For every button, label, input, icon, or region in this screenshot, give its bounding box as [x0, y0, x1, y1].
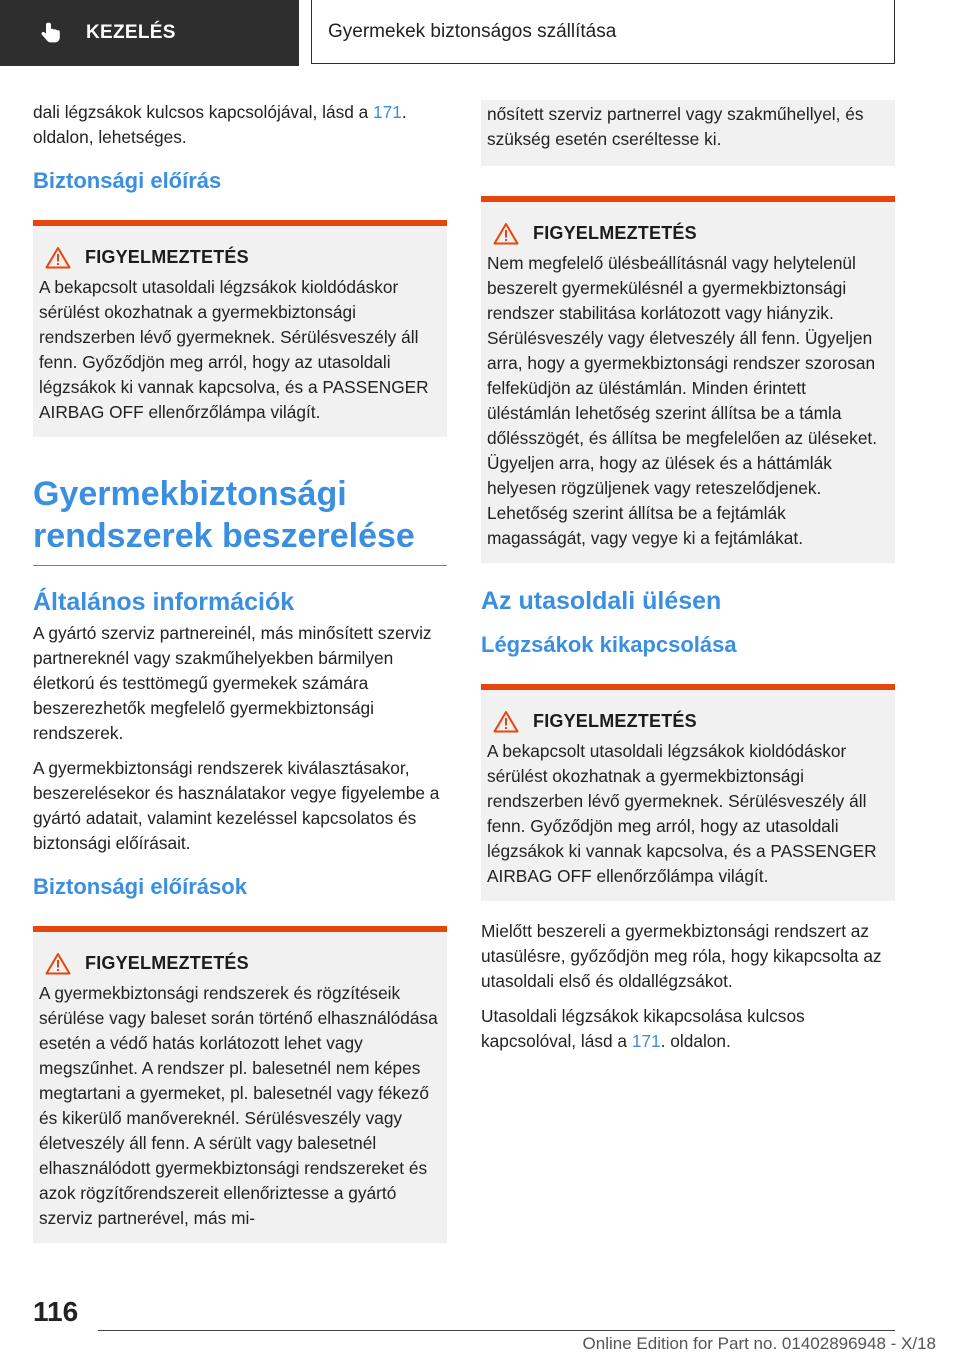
page-header: [0, 0, 960, 66]
intro-text: dali légzsákok kulcsos kapcsolójával, lásd a: [33, 102, 374, 122]
heading-general-info: Általános információk: [33, 588, 295, 616]
warning-triangle-icon: [493, 222, 519, 245]
warning-box-4: [481, 684, 895, 901]
warning-triangle-icon: [45, 246, 71, 269]
warning-box-3: [481, 196, 895, 563]
key-switch-tail: . oldalon.: [660, 1031, 731, 1051]
heading-passenger-seat: Az utasoldali ülésen: [481, 587, 722, 615]
footer-edition: Online Edition for Part no. 01402896948 - X/18: [582, 1334, 936, 1353]
page-number: 116: [33, 1296, 79, 1327]
warning-title: FIGYELMEZTETÉS: [85, 247, 249, 267]
paragraph-key-switch: [481, 1004, 895, 1054]
warning-text: A bekapcsolt utasoldali légzsákok kioldódáskor sérülést okozhatnak a gyermekbiztonsági rendszerben lévő gyermeknek. Sérülésveszély áll fenn. Győződjön meg arról, hogy az utasoldali légzsákok ki vannak kapcsolva, és a PASSENGER AIRBAG OFF ellenőrzőlámpa világít.: [487, 741, 877, 886]
warning-triangle-icon: [45, 952, 71, 975]
warning-text: A gyermekbiztonsági rendszerek és rögzítéseik sérülése vagy baleset során történő elhasználódása esetén a védő hatás korlátozott lehet vagy megszűnhet. A rendszer pl. balesetnél nem képes megtartani a gyermeket, pl. balesetnél vagy fékező és kikerülő manővereknél. Sérülésveszély vagy életveszély áll fenn. A sérült vagy balesetnél elhasználódott gyermekbiztonsági rendszereket és azok rögzítőrendszereit ellenőriztesse a gyártó szerviz partnerével, más mi-: [39, 983, 438, 1228]
continuation-text: nősített szerviz partnerrel vagy szakműhellyel, és szükség esetén cseréltesse ki.: [487, 104, 864, 149]
warning-box-2: [33, 926, 447, 1243]
section-title: KEZELÉS: [86, 22, 176, 43]
warning-title: FIGYELMEZTETÉS: [533, 223, 697, 243]
chapter-title: Gyermekek biztonságos szállítása: [328, 20, 617, 42]
warning-text: Nem megfelelő ülésbeállításnál vagy helytelenül beszerelt gyermekülésnél a gyermekbiztonsági rendszer stabilitása korlátozott vagy hiányzik. Sérülésveszély vagy életveszély áll fenn. Ügyeljen arra, hogy a gyermekbiztonsági rendszer szorosan felfeküdjön az üléstámlán. Minden érintett üléstámlán lehetőség szerint állítsa be a támla dőlésszögét, és állítsa be megfelelően az üléseket. Ügyeljen arra, hogy az ülések és a háttámlák helyesen rögzüljenek vagy reteszelődjenek. Lehetőség szerint állítsa be a fejtámlák magasságát, vagy vegye ki a fejtámlákat.: [487, 253, 878, 548]
left-column: [33, 100, 447, 1261]
warning-title: FIGYELMEZTETÉS: [533, 711, 697, 731]
main-heading: Gyermekbiztonsági rendszerek beszerelése: [33, 473, 447, 566]
chapter-title-box: [311, 0, 895, 64]
hand-pointer-icon: [38, 20, 64, 46]
heading-safety-rules: Biztonsági előírások: [33, 874, 247, 899]
warning-continuation: [481, 100, 895, 166]
intro-paragraph: [33, 100, 447, 150]
warning-box-1: [33, 220, 447, 437]
warning-triangle-icon: [493, 710, 519, 733]
right-column: [481, 100, 895, 1064]
warning-text: A bekapcsolt utasoldali légzsákok kioldódáskor sérülést okozhatnak a gyermekbiztonsági rendszerben lévő gyermeknek. Sérülésveszély áll fenn. Győződjön meg arról, hogy az utasoldali légzsákok ki vannak kapcsolva, és a PASSENGER AIRBAG OFF ellenőrzőlámpa világít.: [39, 277, 429, 422]
key-switch-text: Utasoldali légzsákok kikapcsolása kulcsos kapcsolóval, lásd a: [481, 1006, 805, 1051]
page-link-171[interactable]: 171: [631, 1031, 661, 1051]
warning-title: FIGYELMEZTETÉS: [85, 953, 249, 973]
heading-safety-rule: Biztonsági előírás: [33, 168, 222, 193]
paragraph-general-2: A gyermekbiztonsági rendszerek kiválasztásakor, beszerelésekor és használatakor vegye figyelembe a gyártó adatait, valamint kezeléssel kapcsolatos és biztonsági előírásait.: [33, 758, 440, 853]
paragraph-before-install: Mielőtt beszereli a gyermekbiztonsági rendszert az utasülésre, győződjön meg róla, hogy kikapcsolta az utasoldali első és oldallégzsákot.: [481, 921, 882, 991]
footer-divider: [98, 1330, 895, 1331]
intro-tail: . oldalon, lehetséges.: [33, 102, 407, 147]
section-tab: [0, 0, 299, 66]
paragraph-general-1: A gyártó szerviz partnereinél, más minősített szerviz partnereknél vagy szakműhelyekben bármilyen életkorú és testtömegű gyermekek számára beszerezhetők megfelelő gyermekbiztonsági rendszerek.: [33, 623, 432, 743]
heading-deactivate-airbags: Légzsákok kikapcsolása: [481, 632, 737, 657]
page-link-171[interactable]: 171: [373, 102, 402, 122]
